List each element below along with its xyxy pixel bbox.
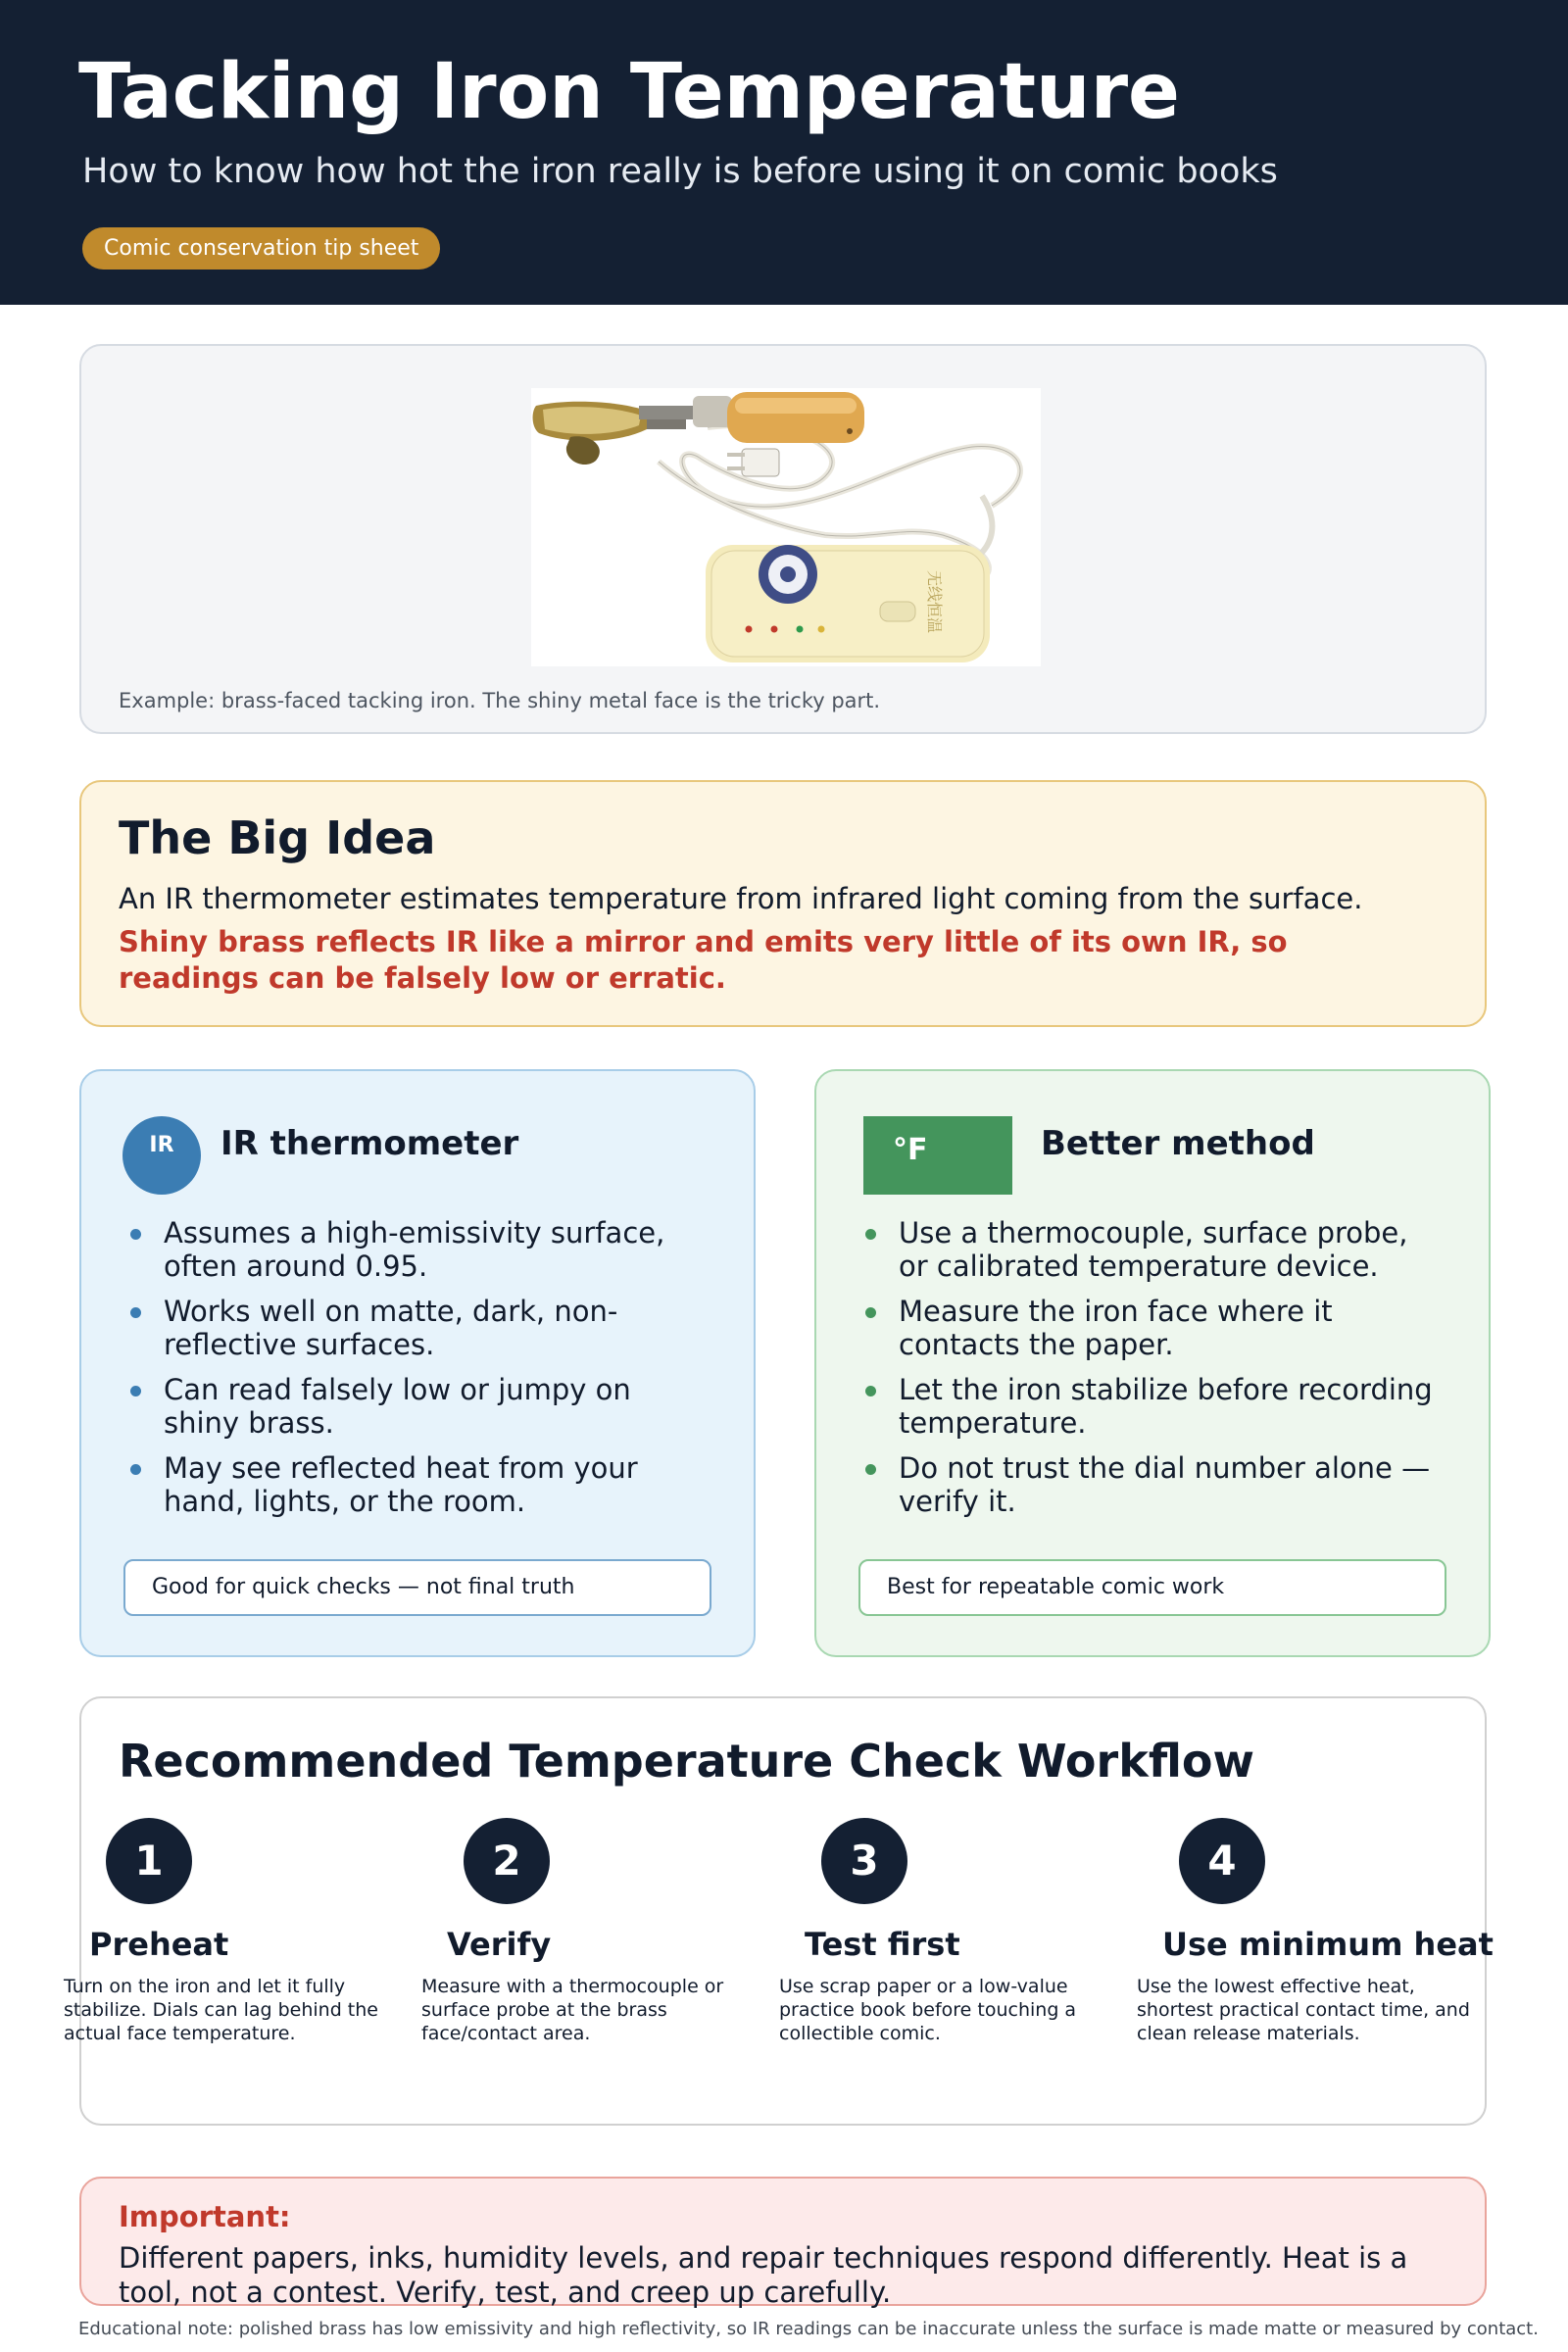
step-text: Use scrap paper or a low-value practice book before touching a collectible comic. [779, 1976, 1077, 2044]
bullet-text: Let the iron stabilize before recording temperature. [899, 1373, 1433, 1440]
page-title: Tacking Iron Temperature [78, 48, 1180, 136]
better-card-title: Better method [1041, 1124, 1315, 1163]
step-text: Measure with a thermocouple or surface probe at the brass face/contact area. [421, 1976, 724, 2044]
big-idea-text: An IR thermometer estimates temperature from infrared light coming from the surface. [119, 882, 1363, 915]
bullet-icon [865, 1386, 876, 1396]
workflow-step-3 [779, 1818, 1112, 2063]
bullet-text: Use a thermocouple, surface probe, or calibrated temperature device. [899, 1216, 1408, 1283]
tag-badge: Comic conservation tip sheet [82, 227, 440, 270]
footer-note: Educational note: polished brass has low emissivity and high reflectivity, so IR readings can be inaccurate unless the surface is made matte or measured by contact. [78, 2319, 1539, 2339]
device-label: 无线恒温 [925, 570, 944, 634]
step-text: Turn on the iron and let it fully stabilize. Dials can lag behind the actual face temperature. [64, 1976, 378, 2044]
ir-card-title: IR thermometer [220, 1124, 519, 1163]
list-item [858, 1373, 1446, 1440]
bullet-text: Assumes a high-emissivity surface, often around 0.95. [164, 1216, 665, 1283]
list-item [858, 1216, 1446, 1283]
step-number-badge: 3 [821, 1818, 907, 1904]
fahrenheit-badge-icon: °F [863, 1116, 1012, 1195]
bullet-text: Do not trust the dial number alone — verify it. [899, 1451, 1431, 1518]
list-item [122, 1295, 710, 1361]
step-number-badge: 4 [1179, 1818, 1265, 1904]
better-note-box: Best for repeatable comic work [858, 1559, 1446, 1616]
bullet-text: May see reflected heat from your hand, lights, or the room. [164, 1451, 638, 1518]
list-item [122, 1451, 710, 1518]
better-bullet-list [858, 1216, 1446, 1530]
list-item [858, 1295, 1446, 1361]
list-item [122, 1216, 710, 1283]
step-text: Use the lowest effective heat, shortest practical contact time, and clean release materials. [1137, 1976, 1470, 2044]
ir-badge-icon: IR [122, 1116, 201, 1195]
bullet-text: Can read falsely low or jumpy on shiny brass. [164, 1373, 631, 1440]
workflow-step-1 [64, 1818, 397, 2063]
list-item [122, 1373, 710, 1440]
big-idea-title: The Big Idea [119, 811, 436, 864]
step-title: Verify [447, 1926, 552, 1963]
important-title: Important: [119, 2200, 291, 2233]
important-text: Different papers, inks, humidity levels, and repair techniques respond differently. Heat is a tool, not a contest. Verify, test, and creep up carefully. [119, 2241, 1408, 2309]
bullet-icon [130, 1229, 141, 1240]
big-idea-card [79, 780, 1487, 1027]
bullet-icon [865, 1229, 876, 1240]
workflow-step-2 [421, 1818, 755, 2063]
step-title: Use minimum heat [1162, 1926, 1494, 1963]
big-idea-warning: Shiny brass reflects IR like a mirror and emits very little of its own IR, so readings can be falsely low or erratic. [119, 925, 1288, 995]
bullet-text: Measure the iron face where it contacts the paper. [899, 1295, 1333, 1361]
bullet-icon [130, 1386, 141, 1396]
bullet-text: Works well on matte, dark, non-reflective surfaces. [164, 1295, 618, 1361]
better-method-card [814, 1069, 1491, 1657]
step-title: Preheat [89, 1926, 229, 1963]
photo-card [79, 344, 1487, 734]
ir-thermometer-card [79, 1069, 756, 1657]
bullet-icon [130, 1464, 141, 1475]
step-number-badge: 2 [464, 1818, 550, 1904]
tacking-iron-illustration [531, 388, 1041, 666]
list-item [858, 1451, 1446, 1518]
header-banner [0, 0, 1568, 305]
bullet-icon [865, 1464, 876, 1475]
ir-note-box: Good for quick checks — not final truth [123, 1559, 711, 1616]
bullet-icon [865, 1307, 876, 1318]
step-title: Test first [805, 1926, 960, 1963]
page-subtitle: How to know how hot the iron really is before using it on comic books [82, 152, 1278, 191]
workflow-title: Recommended Temperature Check Workflow [119, 1735, 1255, 1788]
photo-caption: Example: brass-faced tacking iron. The shiny metal face is the tricky part. [119, 689, 881, 712]
step-number-badge: 1 [106, 1818, 192, 1904]
workflow-card [64, 1696, 1494, 2126]
ir-bullet-list [122, 1216, 710, 1530]
important-card [79, 2177, 1487, 2309]
workflow-step-4 [1137, 1818, 1494, 2063]
bullet-icon [130, 1307, 141, 1318]
tacking-iron-photo [531, 388, 1041, 666]
